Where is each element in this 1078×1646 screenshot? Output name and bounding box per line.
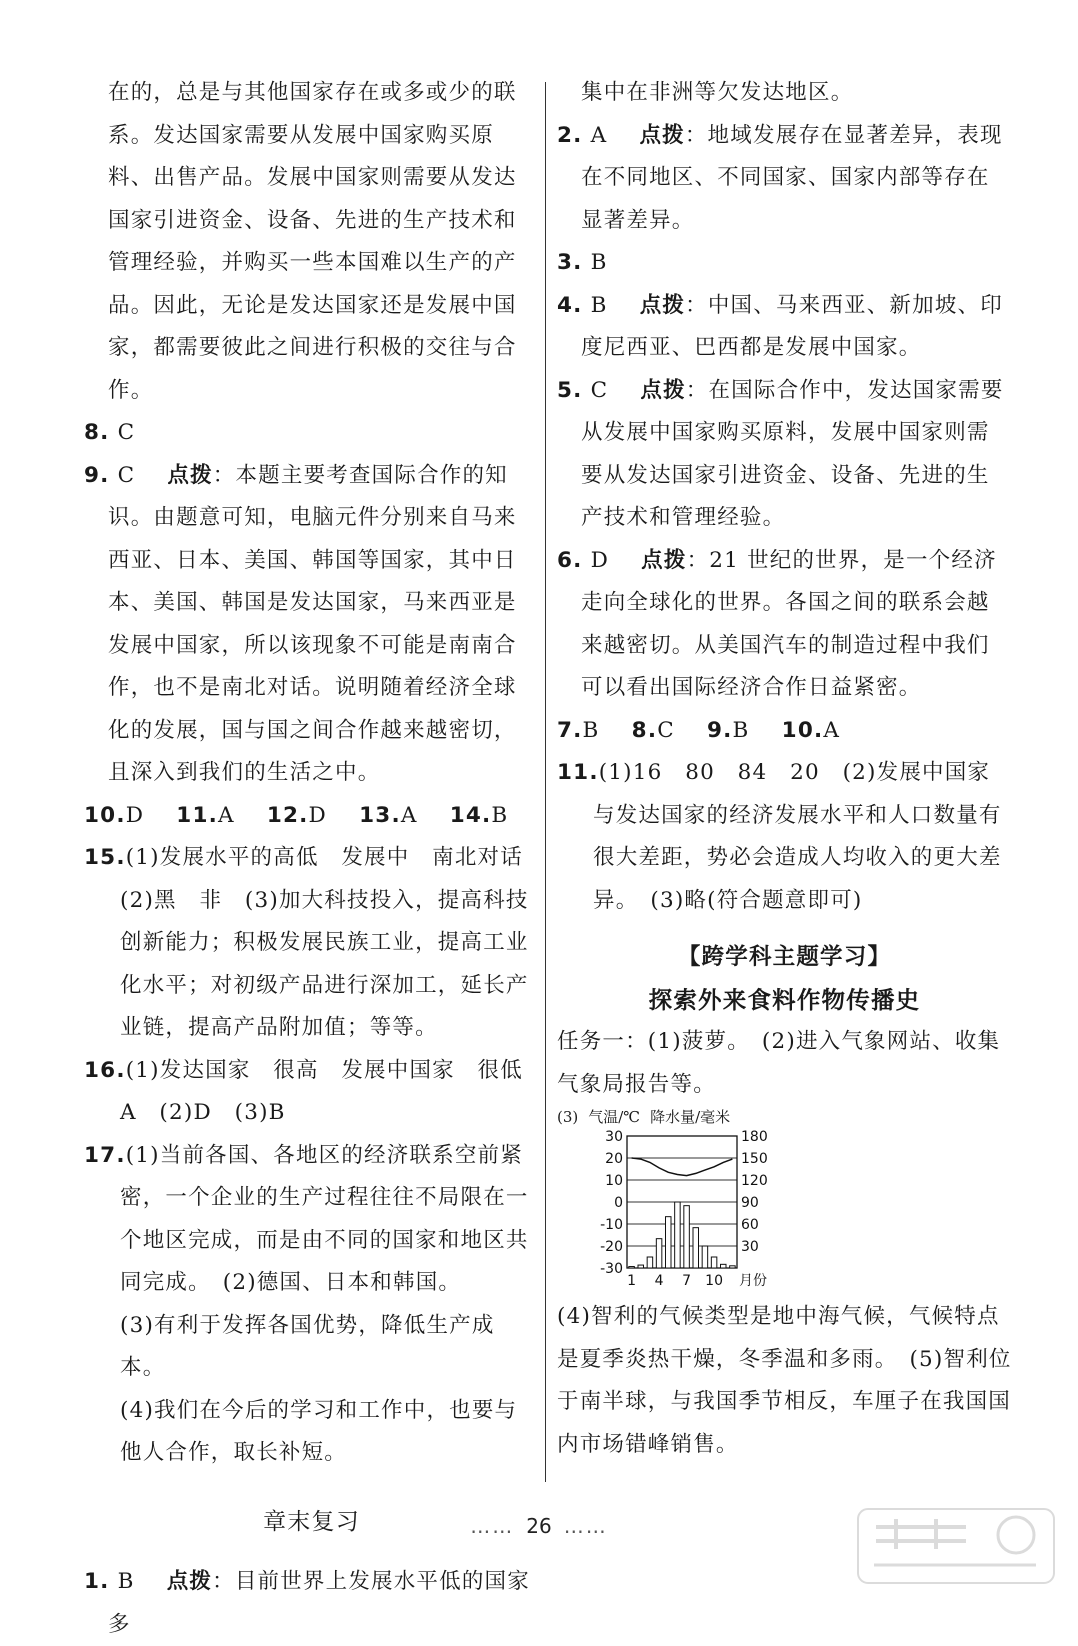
answer-continuation: 集中在非洲等欠发达地区。 xyxy=(581,80,854,105)
answer-choice: B xyxy=(582,717,600,743)
question-number: 13. xyxy=(359,802,401,828)
precipitation-bar xyxy=(656,1239,662,1268)
answer-17-part4: (4)我们在今后的学习和工作中，也要与他人合作，取长补短。 xyxy=(120,1397,518,1465)
climate-chart-block xyxy=(557,1106,1012,1296)
precipitation-bar xyxy=(629,1267,635,1268)
hint-keyword: 点拨 xyxy=(166,1569,213,1594)
y2-tick-label: 90 xyxy=(741,1195,759,1211)
y2-tick-label: 150 xyxy=(741,1151,768,1167)
x-tick-label: 4 xyxy=(654,1273,664,1289)
y2-tick-label: 60 xyxy=(741,1217,759,1233)
answer-continuation: 在的，总是与其他国家存在或多或少的联系。发达国家需要从发展中国家购买原料、出售产品。发展中国家则需要从发达国家引进资金、设备、先进的生产技术和管理经验，并购买一些本国难以生产的产品。因此，无论是发达国家还是发展中国家，都需要彼此之间进行积极的交往与合作。 xyxy=(108,80,517,403)
question-number: 11. xyxy=(557,760,599,785)
page-number: 26 xyxy=(526,1514,552,1538)
precipitation-bar xyxy=(721,1264,727,1268)
precipitation-bar xyxy=(666,1217,672,1268)
precipitation-bar xyxy=(693,1228,699,1268)
answer-choice: C xyxy=(117,462,136,488)
task-four-five: (4)智利的气候类型是地中海气候，气候特点是夏季炎热干燥，冬季温和多雨。 (5)智利位于南半球，与我国季节相反，车厘子在我国国内市场错峰销售。 xyxy=(557,1304,1012,1457)
answer-6 xyxy=(557,540,1012,710)
question-number: 8. xyxy=(84,420,110,445)
answer-11 xyxy=(557,752,1012,922)
hint-keyword: 点拨 xyxy=(167,462,213,488)
answer-choice: C xyxy=(657,717,675,743)
hint-keyword: 点拨 xyxy=(639,122,685,148)
answer-4 xyxy=(557,285,1012,370)
precipitation-bar xyxy=(638,1265,644,1268)
y-tick-label: -30 xyxy=(600,1261,623,1277)
question-number: 15. xyxy=(84,845,126,870)
x-tick-label: 7 xyxy=(682,1273,692,1289)
answer-8 xyxy=(84,412,539,455)
answers-7-10 xyxy=(557,710,1012,753)
column-divider xyxy=(545,82,546,1482)
answer-choice: D xyxy=(308,802,327,828)
watermark-logo xyxy=(856,1505,1056,1587)
answer-choice: B xyxy=(491,802,509,828)
hint-text: ：21 世纪的世界，是一个经济走向全球化的世界。各国之间的联系会越来越密切。从美国汽车的制造过程中我们可以看出国际经济合作日益紧密。 xyxy=(581,547,997,700)
hint-keyword: 点拨 xyxy=(639,292,686,318)
x-tick-label: 10 xyxy=(705,1273,723,1289)
question-number: 1. xyxy=(84,1569,110,1594)
question-number: 2. xyxy=(557,122,583,148)
precipitation-bar xyxy=(647,1257,653,1268)
answer-text: (1)当前各国、各地区的经济联系空前紧密，一个企业的生产过程往往不局限在一个地区完成，而是由不同的国家和地区共同完成。 (2)德国、日本和韩国。 xyxy=(120,1142,529,1295)
hint-keyword: 点拨 xyxy=(641,547,687,573)
answer-17 xyxy=(84,1135,539,1305)
question-number: 3. xyxy=(557,250,583,275)
answer-choice: C xyxy=(590,377,609,403)
y-tick-label: 0 xyxy=(614,1195,623,1211)
temperature-line xyxy=(632,1158,733,1176)
answer-16 xyxy=(84,1050,546,1135)
y2-tick-label: 120 xyxy=(741,1173,768,1189)
answer-text: (1)发展水平的高低 发展中 南北对话 (2)黑 非 (3)加大科技投入，提高科技创新能力；积极发展民族工业，提高工业化水平；对初级产品进行深加工，延长产业链，提高产品附加值；等等。 xyxy=(120,845,546,1040)
answer-choice: C xyxy=(117,420,136,445)
hint-text: ：在国际合作中，发达国家需要从发展中国家购买原料，发展中国家则需要从发达国家引进资金、设备、先进的生产技术和管理经验。 xyxy=(581,377,1004,530)
question-number: 4. xyxy=(557,292,583,318)
question-number: 16. xyxy=(84,1057,126,1083)
answer-choice: B xyxy=(117,1569,135,1594)
precipitation-bar xyxy=(711,1257,717,1268)
answer-choice: D xyxy=(125,802,145,828)
precipitation-bar xyxy=(675,1202,681,1268)
section-title: 章末复习 xyxy=(263,1508,360,1535)
question-number: 5. xyxy=(557,377,583,403)
answer-choice: B xyxy=(590,250,608,275)
y2-tick-label: 30 xyxy=(741,1239,759,1255)
question-number: 12. xyxy=(266,802,309,828)
x-axis-label: 月份 xyxy=(739,1273,767,1289)
hint-text: ：中国、马来西亚、新加坡、印度尼西亚、巴西都是发展中国家。 xyxy=(581,292,1003,360)
question-number: 10. xyxy=(781,717,824,743)
y-tick-label: -10 xyxy=(600,1217,623,1233)
review-answer-1 xyxy=(84,1561,539,1646)
answer-choice: B xyxy=(590,292,608,318)
answer-choice: A xyxy=(217,802,235,828)
answer-choice: A xyxy=(400,802,418,828)
answer-15 xyxy=(84,837,546,1050)
hint-text: ：目前世界上发展水平低的国家多 xyxy=(108,1569,530,1637)
answer-choice: A xyxy=(590,122,608,148)
answer-text: (1)发达国家 很高 发展中国家 很低 A (2)D (3)B xyxy=(120,1057,546,1125)
answer-2 xyxy=(557,115,1012,243)
question-number: 6. xyxy=(557,547,583,573)
footer-dots-left: …… xyxy=(470,1514,515,1538)
answer-9 xyxy=(84,455,539,795)
chart-caption xyxy=(557,1106,1012,1128)
question-number: 11. xyxy=(176,802,218,828)
footer-dots-right: …… xyxy=(563,1514,608,1538)
answer-choice: D xyxy=(590,547,610,573)
y-tick-label: 30 xyxy=(605,1129,623,1145)
y-tick-label: -20 xyxy=(600,1239,623,1255)
y2-axis-label: 降水量/毫米 xyxy=(650,1108,731,1126)
precipitation-bar xyxy=(684,1206,690,1268)
question-number: 10. xyxy=(84,802,126,828)
answer-3 xyxy=(557,242,1012,285)
hint-text: ：本题主要考查国际合作的知识。由题意可知，电脑元件分别来自马来西亚、日本、美国、韩国等国家，其中日本、美国、韩国是发达国家，马来西亚是发展中国家，所以该现象不可能是南南合作，也不是南北对话。说明随着经济全球化的发展，国与国之间合作越来越密切，且深入到我们的生活之中。 xyxy=(108,462,517,785)
question-number: 17. xyxy=(84,1142,126,1168)
question-number: 7. xyxy=(557,717,583,743)
answer-choice: A xyxy=(823,717,841,743)
y-tick-label: 20 xyxy=(605,1151,623,1167)
hint-text: ：地域发展存在显著差异，表现在不同地区、不同国家、国家内部等存在显著差异。 xyxy=(581,122,1003,233)
answer-text: (1)16 80 84 20 (2)发展中国家与发达国家的经济发展水平和人口数量有很大差距，势必会造成人均收入的更大差异。 (3)略(符合题意即可) xyxy=(593,760,1002,913)
question-number: 9. xyxy=(707,717,733,743)
x-tick-label: 1 xyxy=(627,1273,637,1289)
task-one: 任务一：(1)菠萝。 (2)进入气象网站、收集气象局报告等。 xyxy=(557,1029,1001,1097)
y-tick-label: 10 xyxy=(605,1173,623,1189)
answer-17-part3: (3)有利于发挥各国优势，降低生产成本。 xyxy=(120,1312,495,1380)
cross-subject-heading: 【跨学科主题学习】 xyxy=(677,944,892,970)
question-number: 9. xyxy=(84,462,110,488)
left-column xyxy=(84,72,546,1646)
precipitation-bar xyxy=(730,1266,736,1268)
question-number: 8. xyxy=(631,717,658,743)
climate-chart xyxy=(557,1128,817,1290)
hint-keyword: 点拨 xyxy=(640,377,686,403)
answer-choice: B xyxy=(732,717,750,743)
answer-5 xyxy=(557,370,1012,540)
question-number: 14. xyxy=(449,802,492,828)
y-axis-label: 气温/℃ xyxy=(588,1108,641,1126)
y2-tick-label: 180 xyxy=(741,1129,768,1145)
right-column xyxy=(557,72,1012,1466)
topic-title: 探索外来食料作物传播史 xyxy=(648,985,921,1014)
answers-10-14 xyxy=(84,795,539,838)
precipitation-bar xyxy=(702,1246,708,1268)
chart-part-label: (3) xyxy=(557,1108,579,1126)
